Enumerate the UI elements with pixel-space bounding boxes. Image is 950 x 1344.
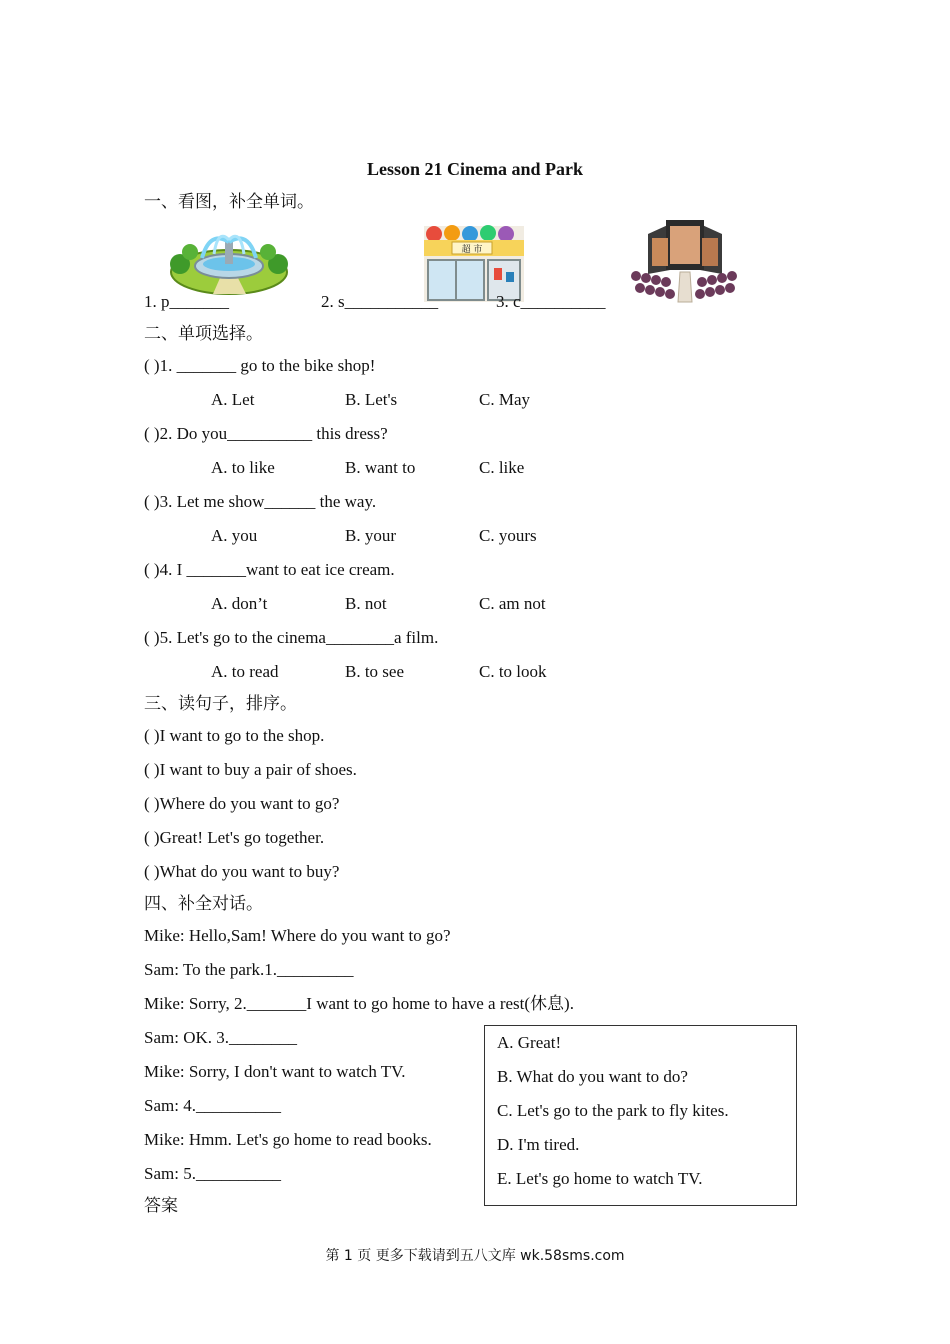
order-sentence: ( )What do you want to buy? [144, 862, 340, 881]
word-item-3: 3. c__________ [496, 292, 606, 311]
option-a: A. to read [211, 662, 279, 681]
option-a: A. to like [211, 458, 275, 477]
option-a: A. you [211, 526, 258, 545]
dialogue-line: Mike: Sorry, I don't want to watch TV. [144, 1062, 406, 1081]
shop-sign-text: 超 市 [461, 245, 483, 255]
dialogue-line: Mike: Hello,Sam! Where do you want to go? [144, 926, 451, 945]
dialogue-line: Sam: 4.__________ [144, 1096, 281, 1115]
word-item-1: 1. p_______ [144, 292, 229, 311]
question-stem: ( )2. Do you__________ this dress? [144, 424, 388, 443]
order-sentence: ( )I want to buy a pair of shoes. [144, 760, 357, 779]
option-c: C. May [479, 390, 530, 409]
question-stem: ( )4. I _______want to eat ice cream. [144, 560, 395, 579]
dialogue-options-box [484, 1025, 797, 1206]
order-sentence: ( )Great! Let's go together. [144, 828, 325, 847]
dialogue-option: C. Let's go to the park to fly kites. [497, 1101, 729, 1120]
option-a: A. Let [211, 390, 255, 409]
option-c: C. to look [479, 662, 547, 681]
dialogue-option: E. Let's go home to watch TV. [497, 1169, 703, 1188]
option-b: B. to see [345, 662, 405, 681]
option-b: B. Let's [345, 390, 398, 409]
question-stem: ( )5. Let's go to the cinema________a film. [144, 628, 439, 647]
option-c: C. yours [479, 526, 537, 545]
dialogue-option: B. What do you want to do? [497, 1067, 688, 1086]
question-stem: ( )1. _______ go to the bike shop! [144, 356, 376, 375]
section3-heading: 三、读句子，排序。 [144, 694, 297, 713]
option-b: B. want to [345, 458, 416, 477]
order-sentence: ( )Where do you want to go? [144, 794, 340, 813]
page-title: Lesson 21 Cinema and Park [366, 159, 584, 179]
option-c: C. like [479, 458, 525, 477]
dialogue-option: D. I'm tired. [497, 1135, 580, 1154]
section4-heading: 四、补全对话。 [144, 894, 263, 913]
option-a: A. don’t [211, 594, 268, 613]
park-fountain-image [168, 228, 290, 298]
word-item-2: 2. s___________ [321, 292, 439, 311]
option-c: C. am not [479, 594, 546, 613]
dialogue-option: A. Great! [497, 1033, 562, 1052]
order-sentence: ( )I want to go to the shop. [144, 726, 325, 745]
dialogue-line: Sam: OK. 3.________ [144, 1028, 297, 1047]
option-b: B. not [345, 594, 387, 613]
dialogue-line: Sam: 5.__________ [144, 1164, 281, 1183]
answer-heading: 答案 [144, 1196, 178, 1215]
dialogue-line: Mike: Hmm. Let's go home to read books. [144, 1130, 432, 1149]
page-footer: 第 1 页 更多下载请到五八文库 wk.58sms.com [325, 1248, 625, 1264]
question-stem: ( )3. Let me show______ the way. [144, 492, 377, 511]
dialogue-line: Mike: Sorry, 2._______I want to go home to have a rest(休息). [144, 994, 574, 1013]
cinema-image [630, 216, 740, 304]
section1-heading: 一、看图，补全单词。 [144, 192, 314, 211]
section2-heading: 二、单项选择。 [144, 324, 263, 343]
option-b: B. your [345, 526, 396, 545]
dialogue-line: Sam: To the park.1._________ [144, 960, 354, 979]
